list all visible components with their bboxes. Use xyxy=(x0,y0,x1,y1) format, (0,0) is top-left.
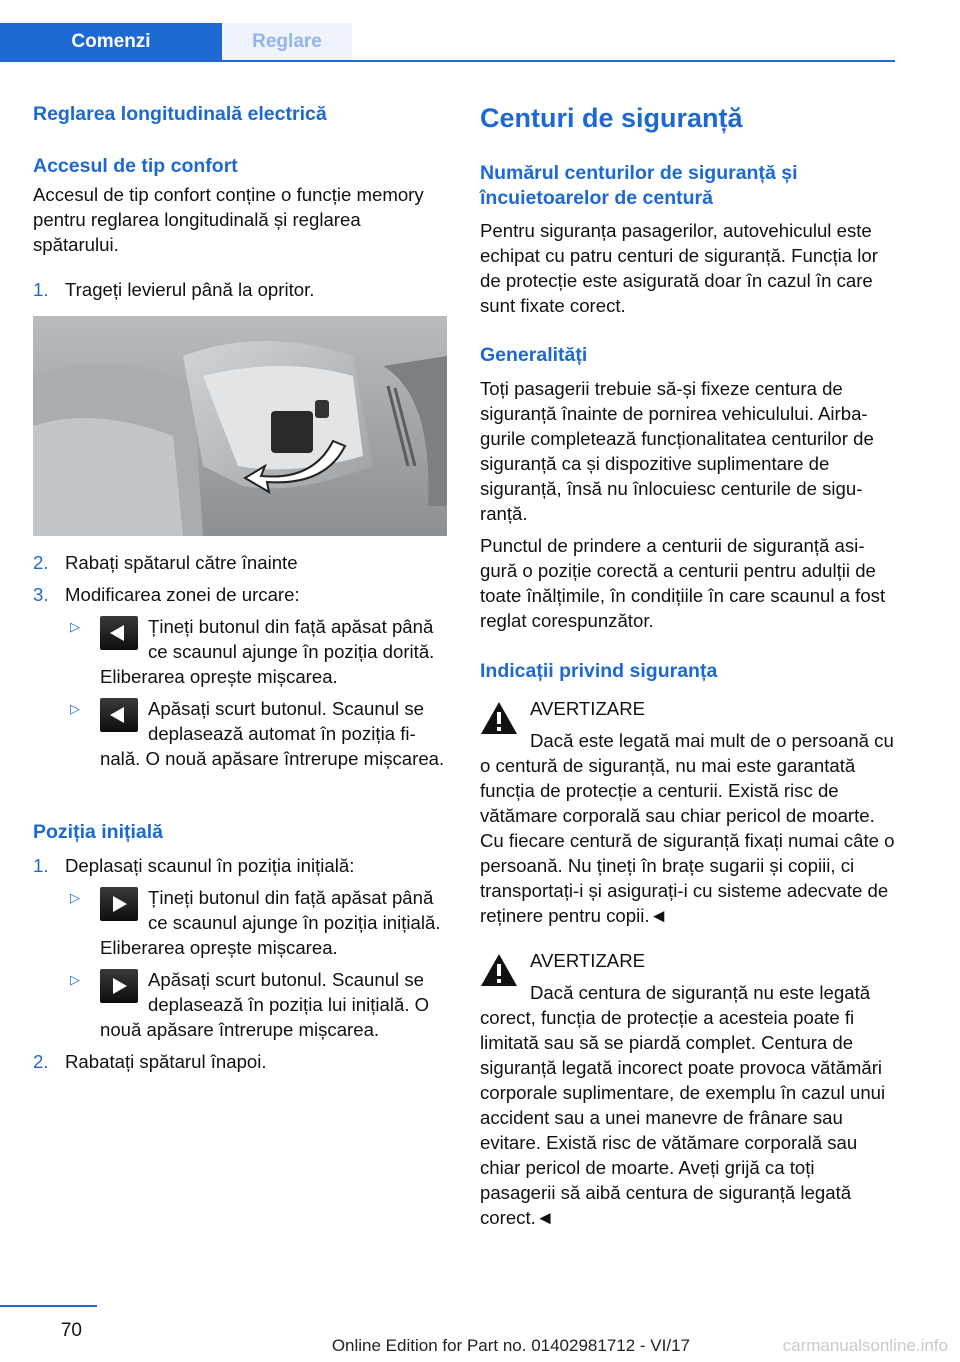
step-number: 2. xyxy=(33,1051,49,1072)
step-number: 1. xyxy=(33,855,49,876)
warning-label: AVERTIZARE xyxy=(530,698,646,719)
step-text: Rabați spătarul către înainte xyxy=(65,552,298,573)
edition-note: Online Edition for Part no. 01402981712 - VI/17 xyxy=(331,1336,690,1355)
sub-item-text: Apăsați scurt butonul. Scaunul se deplasează automat în poziția finală. O nouă apăsare întrerupe mișcarea. xyxy=(100,698,445,769)
sub-item-body xyxy=(100,885,447,960)
page-number: 70 xyxy=(60,1320,82,1341)
step-number: 1. xyxy=(33,279,49,300)
sub-item-text: Țineți butonul din față apăsat până ce scaunul ajunge în poziția dorită. Eliberarea oprește mișcarea. xyxy=(100,616,435,687)
sub-item-text: Apăsați scurt butonul. Scaunul se deplasează în poziția lui inițială. O nouă apăsare întrerupe mișcarea. xyxy=(100,969,430,1040)
tab-comenzi[interactable]: Comenzi xyxy=(0,23,222,60)
bullet-triangle-icon: ▷ xyxy=(70,890,80,905)
tab-underline xyxy=(0,60,895,62)
intro-paragraph: Accesul de tip confort conține o funcție memory pentru reglarea longitudinală și reglarea spătarului. xyxy=(33,184,424,255)
section-heading-generalitati: Generalități xyxy=(480,344,588,366)
page-title: Centuri de siguranță xyxy=(480,103,743,133)
step-number: 2. xyxy=(33,552,49,573)
arrow-right-button-icon xyxy=(100,969,138,1003)
warning-text: Dacă este legată mai mult de o persoană cu o centură de siguranță, nu mai este garantată funcția de protecție a centurii. Există risc de vătămare corporală sau chiar pericol de moarte. Cu fiecare centură de siguranță fixați numai câte o persoană. Nu țineți în brațe sugarii și copiii, ci transportați-i și asigurați-i cu sisteme adecvate de reținere pentru copii.◄ xyxy=(480,730,895,926)
bullet-triangle-icon: ▷ xyxy=(70,701,80,716)
section1-paragraph: Pentru siguranța pasagerilor, autovehiculul este echipat cu patru centuri de siguranță. Funcția lor de protecție este asigurată doar în cazul în care sunt fixate corect. xyxy=(480,220,878,316)
warning-label: AVERTIZARE xyxy=(530,950,646,971)
tab-bar xyxy=(0,0,895,62)
step-number: 3. xyxy=(33,584,49,605)
section-heading-reglare: Reglarea longitudinală electrică xyxy=(33,103,327,125)
subheading-acces-confort: Accesul de tip confort xyxy=(33,155,238,177)
sub-item-body xyxy=(100,696,447,771)
arrow-left-button-icon xyxy=(100,616,138,650)
seat-lever-photo xyxy=(33,316,447,536)
seat-lever-illustration xyxy=(33,316,447,536)
sub-item-body xyxy=(100,614,447,689)
tab-reglare[interactable]: Reglare xyxy=(222,23,352,60)
arrow-right-button-icon xyxy=(100,887,138,921)
warning-text: Dacă centura de siguranță nu este legată corect, funcția de protecție a acesteia poate fi limitată sau să se piardă complet. Centura de siguranță legată incorect poate provoca vătămări corporale suplimentare, de exemplu în cazul unui accident sau a unei manevre de frânare sau evitare. Există risc de vătămare corporală sau chiar pericol de moarte. Aveți grijă ca toți pasagerii să aibă centura de siguranță legată corect.◄ xyxy=(480,982,886,1228)
section-heading-numarul: Numărul centurilor de siguranță și încuietoarelor de centură xyxy=(480,162,798,209)
bullet-triangle-icon: ▷ xyxy=(70,972,80,987)
arrow-left-button-icon xyxy=(100,698,138,732)
step-text: Trageți levierul până la opritor. xyxy=(65,279,315,300)
bullet-triangle-icon: ▷ xyxy=(70,619,80,634)
section2-paragraph-1: Toți pasagerii trebuie să-și fixeze centura de siguranță înainte de pornirea vehiculului. Airbagurile completează funcționalitatea centurilor de siguranță ca și dispozitive suplimentare de siguranță, însă nu înlocuiesc centurile de siguranță. xyxy=(480,378,874,524)
step-text: Rabatați spătarul înapoi. xyxy=(65,1051,267,1072)
watermark: carmanualsonline.info xyxy=(782,1336,948,1355)
section2-paragraph-2: Punctul de prindere a centurii de siguranță asigură o poziție corectă a centurii pentru adulții de toate înălțimile, în condițiile în care scaunul a fost reglat corespunzător. xyxy=(480,535,886,631)
section-heading-indicatii: Indicații privind siguranța xyxy=(480,660,718,682)
subheading-pozitia-initiala: Poziția inițială xyxy=(33,821,164,843)
step-text: Deplasați scaunul în poziția inițială: xyxy=(65,855,355,876)
step-text: Modificarea zonei de urcare: xyxy=(65,584,300,605)
sub-item-text: Țineți butonul din față apăsat până ce scaunul ajunge în poziția inițială. Eliberarea oprește mișcarea. xyxy=(100,887,441,958)
footer-rule xyxy=(0,1305,97,1307)
sub-item-body xyxy=(100,967,447,1042)
